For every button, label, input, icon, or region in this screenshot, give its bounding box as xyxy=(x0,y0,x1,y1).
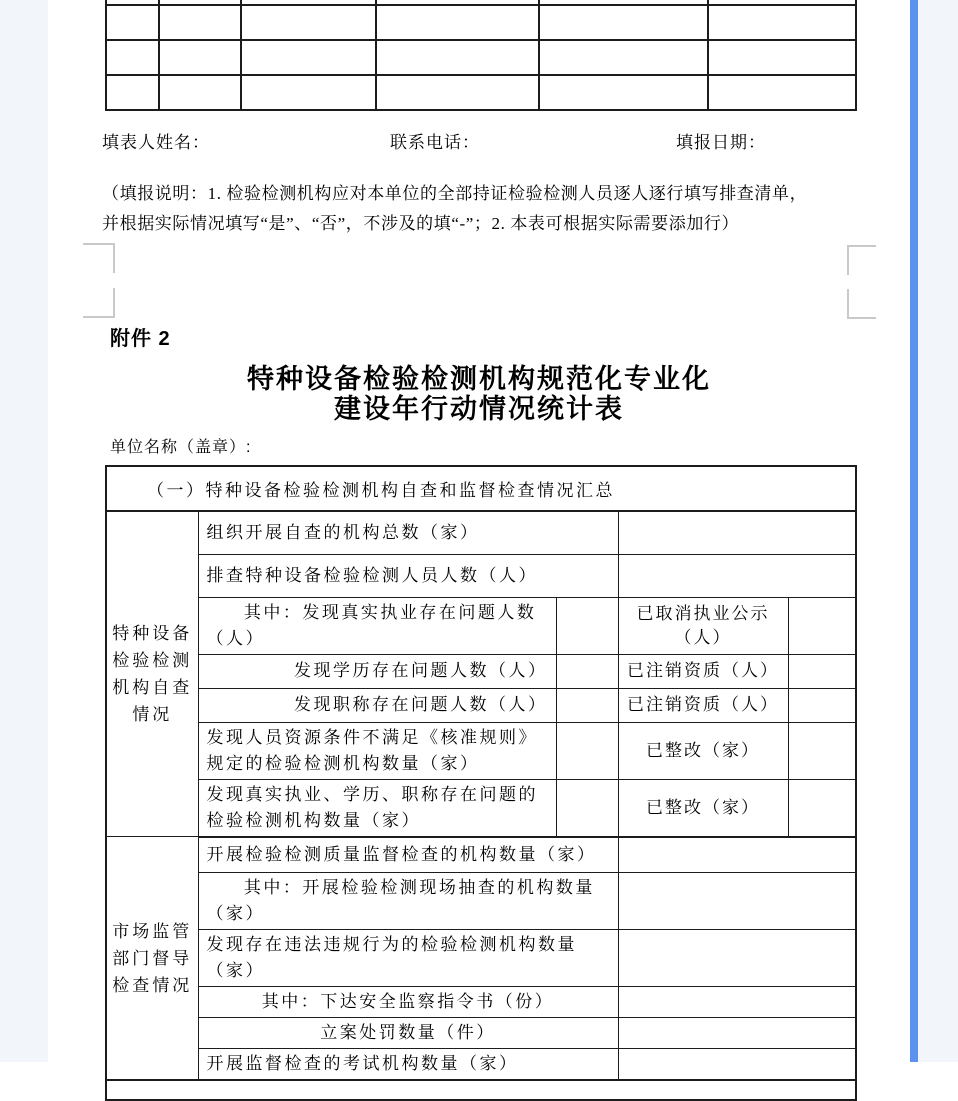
filler-date-label: 填报日期： xyxy=(676,133,766,152)
sub-label-cell: 已整改（家） xyxy=(618,722,788,779)
row-text: 发现人员资源条件不满足《核准规则》规定的检验检测机构数量（家） xyxy=(198,722,556,779)
supervision-label-cell: 市场监管部门督导检查情况 xyxy=(106,837,198,1081)
self-check-label-cell: 特种设备检验检测机构自查情况 xyxy=(106,511,198,837)
value-cell[interactable] xyxy=(788,654,856,688)
value-cell[interactable] xyxy=(556,779,618,837)
row-text: 发现职称存在问题人数（人） xyxy=(198,688,556,722)
empty-cell[interactable] xyxy=(159,5,241,40)
empty-cell[interactable] xyxy=(241,40,376,75)
empty-cell[interactable] xyxy=(708,40,856,75)
row-text: 其中：开展检验检测现场抽查的机构数量（家） xyxy=(198,873,618,930)
empty-cell[interactable] xyxy=(106,5,159,40)
scrollbar-thumb[interactable] xyxy=(910,0,918,1062)
row-text: 开展检验检测质量监督检查的机构数量（家） xyxy=(198,837,618,873)
row-text: 排查特种设备检验检测人员人数（人） xyxy=(198,554,618,597)
left-margin-strip xyxy=(0,0,48,1062)
value-cell[interactable] xyxy=(618,1018,856,1049)
note-line-2: 并根据实际情况填写“是”、“否”，不涉及的填“-”；2. 本表可根据实际需要添加行） xyxy=(102,214,740,233)
row-text: 其中：发现真实执业存在问题人数（人） xyxy=(198,597,556,654)
sub-label-cell: 已注销资质（人） xyxy=(618,688,788,722)
sub-label-cell: 已注销资质（人） xyxy=(618,654,788,688)
value-cell[interactable] xyxy=(788,688,856,722)
next-section-row[interactable] xyxy=(106,1080,856,1100)
value-cell[interactable] xyxy=(618,837,856,873)
empty-cell[interactable] xyxy=(159,40,241,75)
right-margin-strip xyxy=(918,0,958,1062)
value-cell[interactable] xyxy=(618,987,856,1018)
value-cell[interactable] xyxy=(556,688,618,722)
value-cell[interactable] xyxy=(556,597,618,654)
filler-name-label: 填表人姓名： xyxy=(102,133,210,152)
continued-table xyxy=(105,0,859,104)
value-cell[interactable] xyxy=(788,597,856,654)
page-corner-mark-bottom-left xyxy=(83,243,115,273)
value-cell[interactable] xyxy=(618,511,856,554)
row-text: 发现存在违法违规行为的检验检测机构数量（家） xyxy=(198,930,618,987)
document-title xyxy=(48,364,910,424)
unit-seal-label: 单位名称（盖章）: xyxy=(110,439,252,456)
filing-note xyxy=(102,179,874,239)
empty-cell[interactable] xyxy=(708,5,856,40)
value-cell[interactable] xyxy=(788,779,856,837)
value-cell[interactable] xyxy=(618,930,856,987)
empty-cell[interactable] xyxy=(106,40,159,75)
empty-cell[interactable] xyxy=(106,75,159,110)
row-text: 开展监督检查的考试机构数量（家） xyxy=(198,1049,618,1081)
value-cell[interactable] xyxy=(618,873,856,930)
page-corner-mark-top-left xyxy=(83,288,115,318)
empty-cell[interactable] xyxy=(708,75,856,110)
page-corner-mark-bottom-right xyxy=(847,245,876,275)
value-cell[interactable] xyxy=(556,722,618,779)
value-cell[interactable] xyxy=(618,554,856,597)
row-text: 其中：下达安全监察指令书（份） xyxy=(198,987,618,1018)
filler-phone-label: 联系电话： xyxy=(390,133,480,152)
value-cell[interactable] xyxy=(788,722,856,779)
doc-title-line-1: 特种设备检验检测机构规范化专业化 xyxy=(247,364,711,394)
empty-cell[interactable] xyxy=(376,5,539,40)
note-line-1: （填报说明：1. 检验检测机构应对本单位的全部持证检验检测人员逐人逐行填写排查清单， xyxy=(102,184,808,203)
row-text: 发现学历存在问题人数（人） xyxy=(198,654,556,688)
empty-cell[interactable] xyxy=(539,75,708,110)
row-text: 立案处罚数量（件） xyxy=(198,1018,618,1049)
sub-label-cell: 已取消执业公示（人） xyxy=(618,597,788,654)
value-cell[interactable] xyxy=(556,654,618,688)
empty-cell[interactable] xyxy=(159,75,241,110)
doc-title-line-2: 建设年行动情况统计表 xyxy=(334,394,624,424)
empty-cell[interactable] xyxy=(376,40,539,75)
page-corner-mark-top-right xyxy=(847,289,876,319)
empty-cell[interactable] xyxy=(539,5,708,40)
empty-cell[interactable] xyxy=(241,5,376,40)
sub-label-cell: 已整改（家） xyxy=(618,779,788,837)
value-cell[interactable] xyxy=(618,1049,856,1081)
empty-cell[interactable] xyxy=(376,75,539,110)
section-header-cell: （一）特种设备检验检测机构自查和监督检查情况汇总 xyxy=(106,466,856,511)
row-text: 发现真实执业、学历、职称存在问题的检验检测机构数量（家） xyxy=(198,779,556,837)
empty-cell[interactable] xyxy=(241,75,376,110)
empty-cell[interactable] xyxy=(539,40,708,75)
attachment-label: 附件 2 xyxy=(110,328,171,350)
summary-table xyxy=(105,465,861,1073)
filler-line xyxy=(0,128,910,150)
row-text: 组织开展自查的机构总数（家） xyxy=(198,511,618,554)
